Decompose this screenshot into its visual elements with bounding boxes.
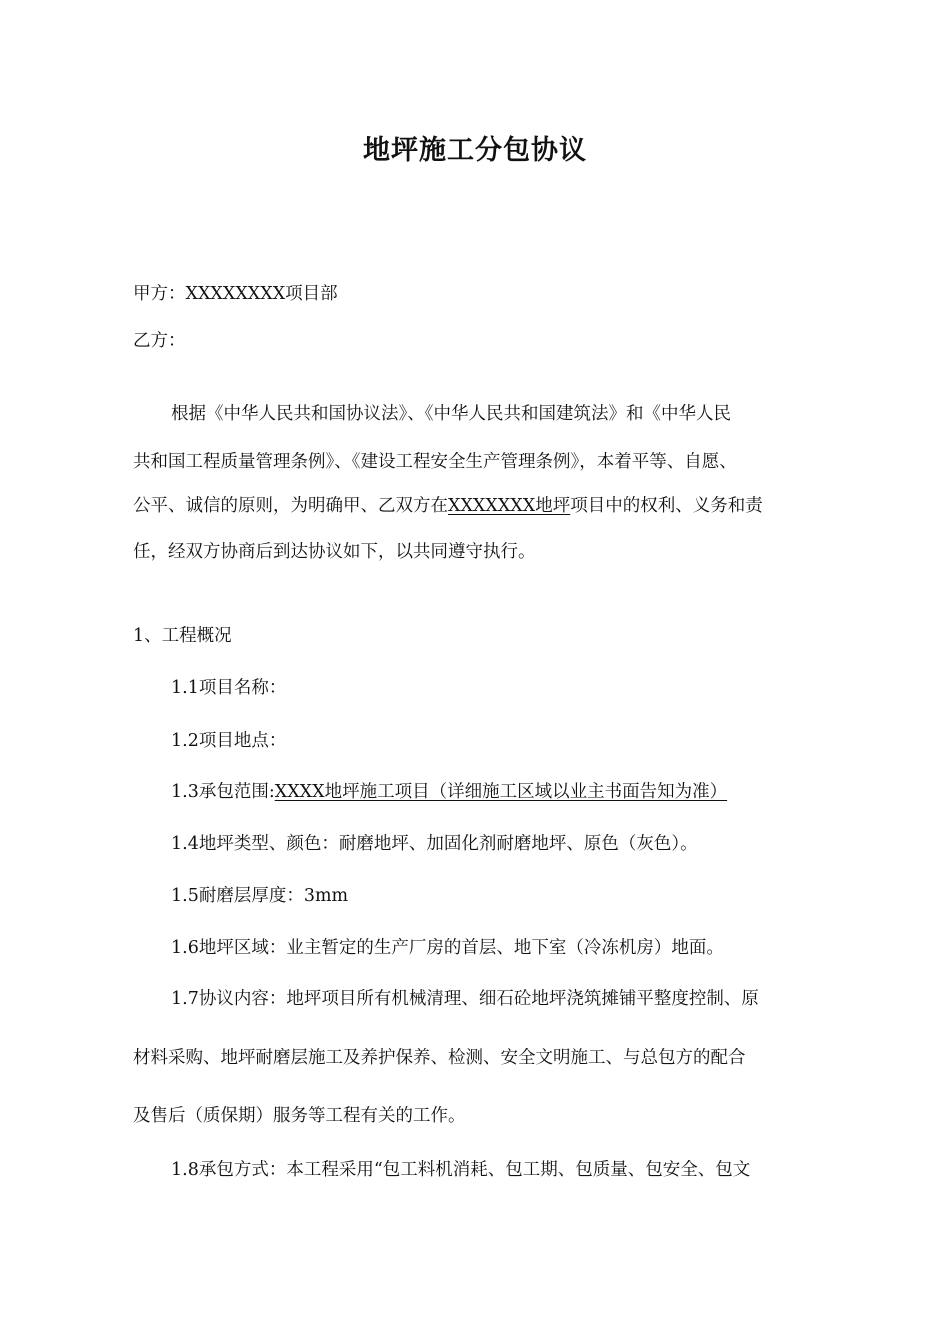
item-1-6: 1.6地坪区域：业主暂定的生产厂房的首层、地下室（冷冻机房）地面。 [171, 938, 724, 958]
party-a: 甲方：XXXXXXXX项目部 [133, 284, 338, 304]
preamble-line-3-post: 项目中的权利、义务和责 [570, 496, 763, 516]
section-1-heading: 1、工程概况 [133, 626, 232, 646]
party-b: 乙方： [133, 331, 186, 351]
preamble-line-4: 任，经双方协商后到达协议如下，以共同遵守执行。 [133, 542, 536, 562]
item-1-5: 1.5耐磨层厚度：3mm [171, 886, 349, 906]
item-1-7-line-1: 1.7协议内容：地坪项目所有机械清理、细石砼地坪浇筑摊铺平整度控制、原 [171, 989, 759, 1009]
project-name-underlined: XXXXXXX地坪 [448, 496, 571, 516]
item-1-4: 1.4地坪类型、颜色：耐磨地坪、加固化剂耐磨地坪、原色（灰色）。 [171, 834, 698, 854]
item-1-3-value: XXXX地坪施工项目（详细施工区域以业主书面告知为准） [274, 782, 728, 802]
item-1-7-line-2: 材料采购、地坪耐磨层施工及养护保养、检测、安全文明施工、与总包方的配合 [133, 1048, 746, 1068]
document-title: 地坪施工分包协议 [363, 135, 587, 166]
item-1-3-label: 1.3承包范围: [171, 782, 275, 802]
item-1-1: 1.1项目名称： [171, 678, 287, 698]
preamble-line-2: 共和国工程质量管理条例》、《建设工程安全生产管理条例》，本着平等、自愿、 [133, 452, 737, 472]
item-1-7-line-3: 及售后（质保期）服务等工程有关的工作。 [133, 1106, 466, 1126]
item-1-3 [171, 780, 727, 804]
preamble-line-3-pre: 公平、诚信的原则，为明确甲、乙双方在 [133, 496, 448, 516]
item-1-2: 1.2项目地点： [171, 731, 287, 751]
item-1-8-line-1: 1.8承包方式：本工程采用“包工料机消耗、包工期、包质量、包安全、包文 [171, 1160, 751, 1180]
preamble-line-1: 根据《中华人民共和国协议法》、《中华人民共和国建筑法》和《中华人民 [171, 404, 731, 424]
preamble-line-3 [133, 494, 763, 518]
